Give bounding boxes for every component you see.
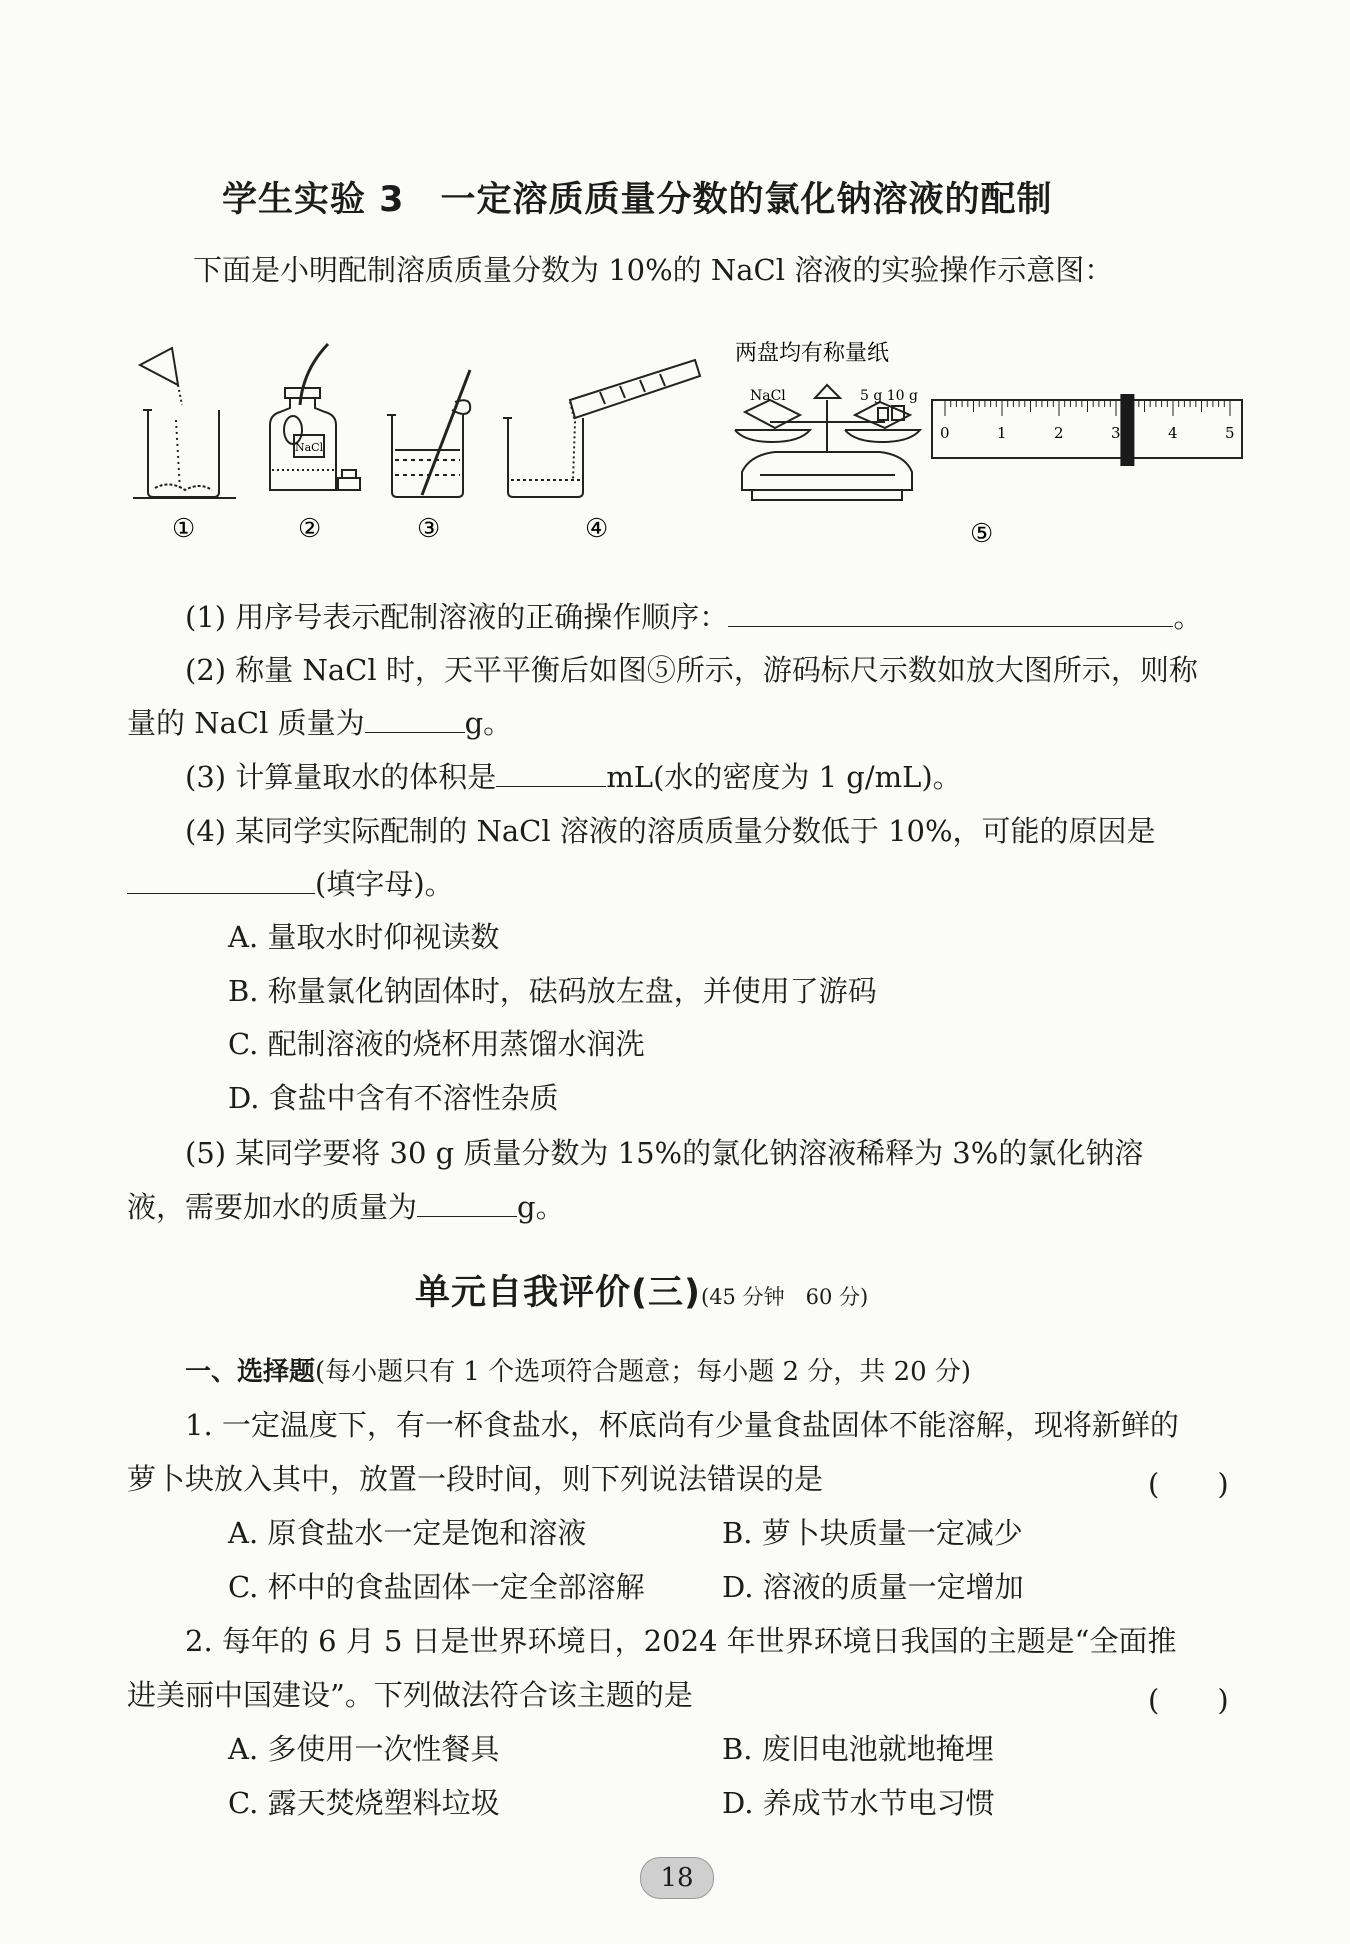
question-4-line1: (4) 某同学实际配制的 NaCl 溶液的溶质质量分数低于 10%，可能的原因是 (185, 814, 1156, 848)
item-1-line1: 1. 一定温度下，有一杯食盐水，杯底尚有少量食盐固体不能溶解，现将新鲜的 (185, 1408, 1179, 1442)
answer-blank-3[interactable] (496, 760, 606, 787)
question-2-line1: (2) 称量 NaCl 时，天平平衡后如图⑤所示，游码标尺示数如放大图所示，则称 (185, 653, 1198, 687)
step1-beaker-icon (133, 348, 236, 498)
ruler-tick-label: 2 (1054, 424, 1064, 442)
item-2-answer-paren[interactable]: ( ) (1148, 1683, 1229, 1717)
item-1-option-a: A. 原食盐水一定是饱和溶液 (228, 1516, 587, 1550)
answer-blank-5[interactable] (417, 1190, 517, 1217)
weights-label: 5 g 10 g (860, 388, 918, 404)
item-1-option-c: C. 杯中的食盐固体一定全部溶解 (228, 1570, 645, 1604)
question-5-line1: (5) 某同学要将 30 g 质量分数为 15%的氯化钠溶液稀释为 3%的氯化钠溶 (185, 1136, 1144, 1170)
figure-note: 两盘均有称量纸 (735, 341, 890, 366)
item-2-option-d: D. 养成节水节电习惯 (722, 1786, 995, 1820)
label-2: ② (298, 514, 322, 544)
ruler-tick-label: 0 (940, 424, 950, 442)
step3-stir-beaker-icon (387, 370, 470, 497)
answer-blank-4[interactable] (127, 867, 315, 894)
step4-pour-icon (503, 360, 700, 497)
ruler-tick-label: 5 (1225, 424, 1235, 442)
q4-option-a: A. 量取水时仰视读数 (228, 920, 500, 954)
q4-option-c: C. 配制溶液的烧杯用蒸馏水润洗 (228, 1027, 645, 1061)
intro-text: 下面是小明配制溶质质量分数为 10%的 NaCl 溶液的实验操作示意图： (193, 253, 1114, 287)
item-1-option-b: B. 萝卜块质量一定减少 (722, 1516, 1023, 1550)
label-3: ③ (417, 514, 441, 544)
item-2-option-a: A. 多使用一次性餐具 (228, 1732, 500, 1766)
unit-heading (415, 1265, 868, 1315)
item-2-option-b: B. 废旧电池就地掩埋 (722, 1732, 994, 1766)
answer-blank-2[interactable] (365, 706, 465, 733)
question-2-line2: 量的 NaCl 质量为 g。 (127, 706, 513, 740)
item-2-option-c: C. 露天焚烧塑料垃圾 (228, 1786, 500, 1820)
page-number-badge (640, 1857, 714, 1899)
label-4: ④ (585, 514, 609, 544)
label-5: ⑤ (970, 519, 994, 549)
label-1: ① (172, 514, 196, 544)
question-4-line2: (填字母)。 (127, 867, 454, 902)
unit-time: (45 分钟 60 分) (701, 1285, 869, 1309)
ruler-ticks (940, 400, 1235, 442)
q4-option-d: D. 食盐中含有不溶性杂质 (228, 1081, 559, 1115)
item-2-line2: 进美丽中国建设”。下列做法符合该主题的是 (127, 1678, 693, 1712)
item-1-option-d: D. 溶液的质量一定增加 (722, 1570, 1024, 1604)
item-1-line2: 萝卜块放入其中，放置一段时间，则下列说法错误的是 (127, 1462, 824, 1496)
ruler-tick-label: 4 (1168, 424, 1178, 442)
item-1-answer-paren[interactable]: ( ) (1148, 1467, 1229, 1501)
pan-label: NaCl (750, 388, 786, 404)
page-number: 18 (660, 1863, 694, 1893)
page-title: 学生实验 3 一定溶质质量分数的氯化钠溶液的配制 (222, 180, 1053, 220)
item-2-line1: 2. 每年的 6 月 5 日是世界环境日，2024 年世界环境日我国的主题是“全面推 (185, 1624, 1177, 1658)
experiment-figure (0, 330, 1350, 630)
section-heading: 一、选择题(每小题只有 1 个选项符合题意；每小题 2 分，共 20 分) (185, 1357, 972, 1387)
q4-option-b: B. 称量氯化钠固体时，砝码放左盘，并使用了游码 (228, 974, 877, 1008)
question-5-line2: 液，需要加水的质量为 g。 (127, 1190, 565, 1224)
ruler-tick-label: 3 (1111, 424, 1121, 442)
ruler-tick-label: 1 (997, 424, 1007, 442)
step2-bottle-icon (270, 344, 360, 490)
answer-blank-1[interactable] (728, 600, 1173, 627)
question-1: (1) 用序号表示配制溶液的正确操作顺序： 。 (185, 600, 1203, 634)
question-3: (3) 计算量取水的体积是 mL(水的密度为 1 g/mL)。 (185, 760, 962, 794)
bottle-label: NaCl (295, 441, 324, 454)
unit-title: 单元自我评价(三) (415, 1273, 701, 1313)
rider (1120, 394, 1134, 466)
